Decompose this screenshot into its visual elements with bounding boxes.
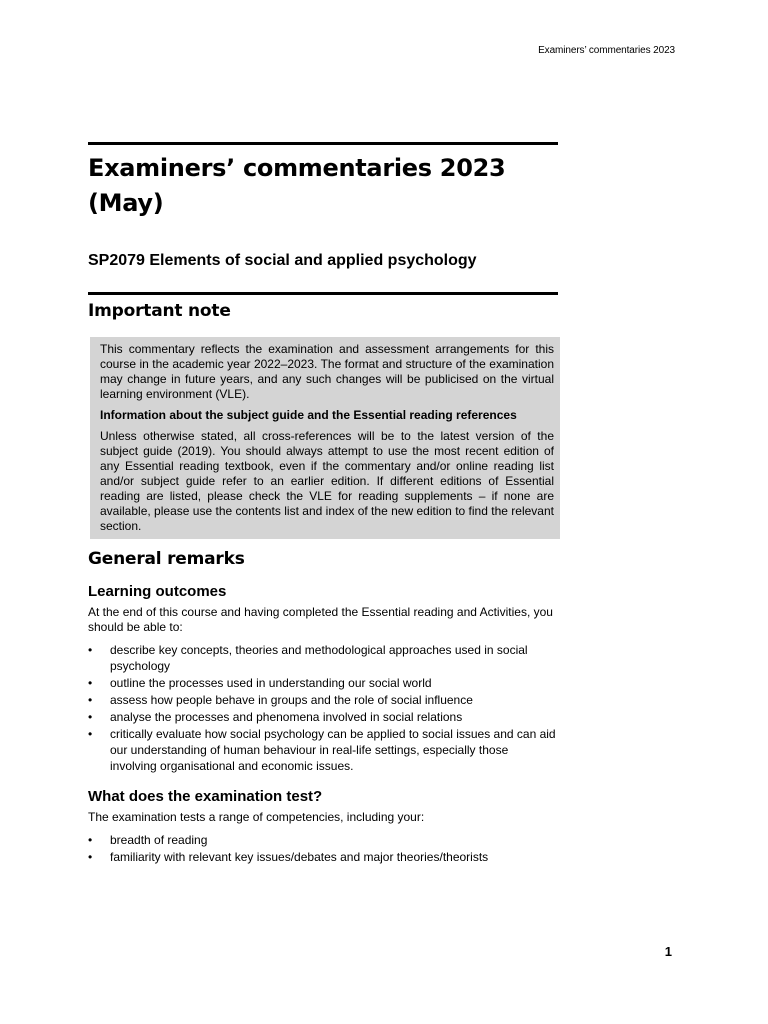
general-remarks-heading: General remarks [88,549,245,569]
list-item [88,709,558,725]
list-item-text: critically evaluate how social psychology can be applied to social issues and can aid our understanding of human behaviour in real-life settings, especially those involving organisational and economic issues. [110,727,556,773]
bullet-icon: • [88,693,93,707]
bullet-icon: • [88,710,93,724]
list-item [88,849,558,865]
list-item-text: describe key concepts, theories and methodological approaches used in social psychology [110,643,528,673]
list-item [88,642,558,674]
list-item [88,692,558,708]
page-number: 1 [664,944,672,959]
course-title: SP2079 Elements of social and applied psychology [88,252,477,269]
exam-test-intro: The examination tests a range of competencies, including your: [88,810,425,824]
list-item-text: assess how people behave in groups and the role of social influence [110,693,473,707]
exam-test-list [88,832,558,865]
list-item-text: familiarity with relevant key issues/debates and major theories/theorists [110,850,489,864]
title-top-rule [88,142,558,145]
list-item-text: analyse the processes and phenomena involved in social relations [110,710,463,724]
learning-outcomes-intro: At the end of this course and having completed the Essential reading and Activities, you should be able to: [88,605,553,634]
exam-test-section [88,788,558,865]
bullet-icon: • [88,850,93,864]
learning-outcomes-list [88,642,558,774]
note-paragraph-2: Unless otherwise stated, all cross-references will be to the latest version of the subject guide (2019). You should always attempt to use the most recent edition of any Essential reading textbook, even if the commentary and/or online reading list and/or subject guide refer to an earlier edition. If different editions of Essential reading are listed, please check the VLE for reading supplements – if none are available, please use the contents list and index of the new edition to find the relevant section. [100,429,554,533]
list-item [88,726,558,774]
bullet-icon: • [88,727,93,741]
learning-outcomes-heading: Learning outcomes [88,583,227,600]
bullet-icon: • [88,833,93,847]
list-item-text: outline the processes used in understanding our social world [110,676,432,690]
important-note-box [90,337,560,539]
exam-test-heading: What does the examination test? [88,788,323,805]
section-rule [88,292,558,295]
running-header: Examiners’ commentaries 2023 [538,45,675,56]
important-note-heading: Important note [88,301,231,321]
document-title: Examiners’ commentaries 2023 (May) [88,154,506,217]
bullet-icon: • [88,676,93,690]
note-subheading: Information about the subject guide and the Essential reading references [100,408,517,422]
list-item-text: breadth of reading [110,833,208,847]
bullet-icon: • [88,643,93,657]
list-item [88,832,558,848]
list-item [88,675,558,691]
document-body [88,142,558,866]
note-paragraph-1: This commentary reflects the examination and assessment arrangements for this course in the academic year 2022–2023. The format and structure of the examination may change in future years, and any such changes will be publicised on the virtual learning environment (VLE). [100,342,554,401]
